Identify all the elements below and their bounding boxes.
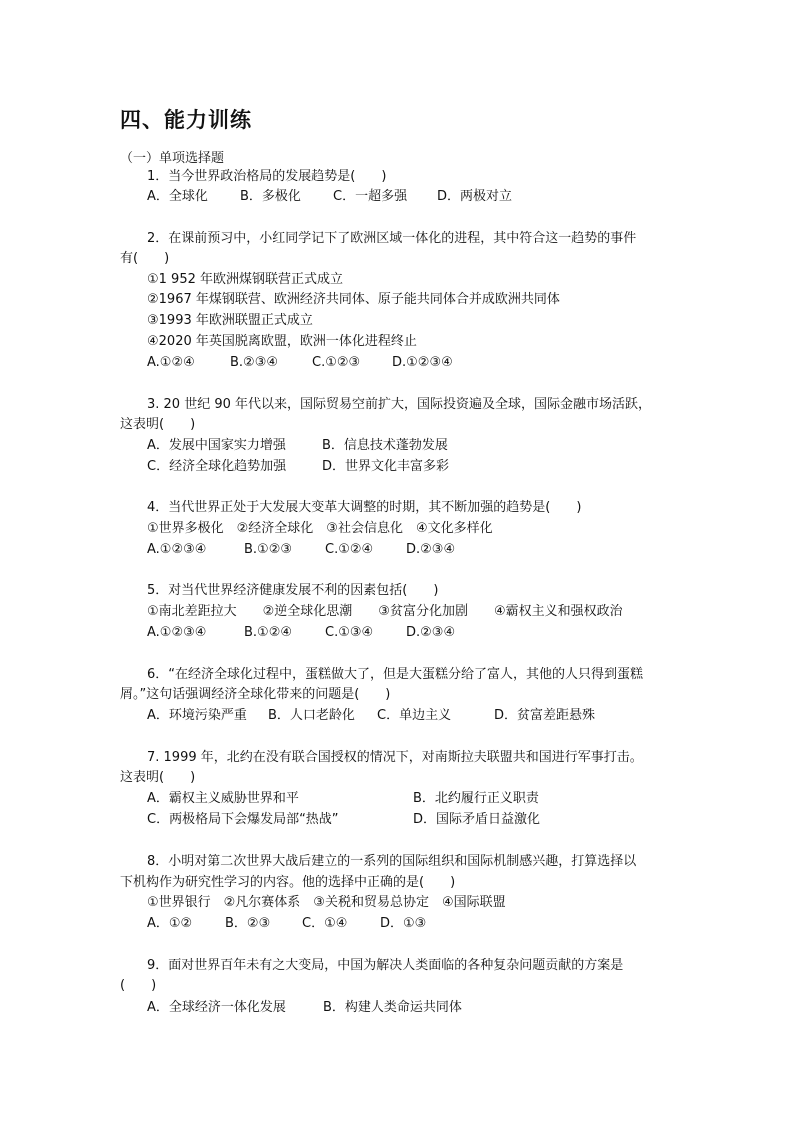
question-9-stem-continued: ( ) — [120, 978, 157, 993]
question-8-option-d: D．①③ — [380, 916, 427, 931]
question-1-stem: 1．当今世界政治格局的发展趋势是( ) — [147, 169, 387, 184]
question-6-stem-continued: 屑。”这句话强调经济全球化带来的问题是( ) — [120, 687, 391, 702]
question-4-option-b: B.①②③ — [244, 542, 293, 557]
question-6-option-c: C．单边主义 — [377, 708, 452, 723]
question-8-option-b: B．②③ — [225, 916, 271, 931]
question-6-stem: 6．“在经济全球化过程中，蛋糕做大了，但是大蛋糕分给了富人，其他的人只得到蛋糕 — [147, 667, 644, 682]
question-1-option-a: A．全球化 — [147, 189, 208, 204]
question-7-option-b: B．北约履行正义职责 — [413, 791, 539, 806]
question-3-option-b: B．信息技术蓬勃发展 — [322, 438, 448, 453]
question-8-statements: ①世界银行 ②凡尔赛体系 ③关税和贸易总协定 ④国际联盟 — [147, 895, 506, 910]
question-2-option-d: D.①②③④ — [392, 355, 453, 370]
question-3-stem: 3. 20 世纪 90 年代以来，国际贸易空前扩大，国际投资遍及全球，国际金融市场活跃， — [147, 397, 652, 412]
section-heading: （一）单项选择题 — [120, 151, 225, 166]
question-1-option-b: B．多极化 — [240, 189, 301, 204]
question-8-option-c: C．①④ — [302, 916, 348, 931]
question-4-stem: 4．当代世界正处于大发展大变革大调整的时期，其不断加强的趋势是( ) — [147, 500, 582, 515]
question-4-option-d: D.②③④ — [406, 542, 456, 557]
question-1-option-d: D．两极对立 — [437, 189, 513, 204]
question-5-option-b: B.①②④ — [244, 625, 293, 640]
question-7-option-c: C．两极格局下会爆发局部“热战” — [147, 812, 339, 827]
question-2-option-b: B.②③④ — [230, 355, 279, 370]
question-4-option-a: A.①②③④ — [147, 542, 207, 557]
question-7-stem-continued: 这表明( ) — [120, 770, 196, 785]
question-2-statement-3: ③1993 年欧洲联盟正式成立 — [147, 313, 313, 328]
question-3-stem-continued: 这表明( ) — [120, 417, 196, 432]
question-8-stem: 8．小明对第二次世界大战后建立的一系列的国际组织和国际机制感兴趣，打算选择以 — [147, 854, 637, 869]
question-2-option-a: A.①②④ — [147, 355, 195, 370]
question-5-statements: ①南北差距拉大 ②逆全球化思潮 ③贫富分化加剧 ④霸权主义和强权政治 — [147, 604, 623, 619]
question-2-statement-1: ①1 952 年欧洲煤钢联营正式成立 — [147, 272, 344, 287]
question-5-option-c: C.①③④ — [325, 625, 374, 640]
question-7-stem: 7. 1999 年，北约在没有联合国授权的情况下，对南斯拉夫联盟共和国进行军事打击。 — [147, 750, 643, 765]
question-8-stem-continued: 下机构作为研究性学习的内容。他的选择中正确的是( ) — [120, 875, 456, 890]
question-4-option-c: C.①②④ — [325, 542, 374, 557]
page-title: 四、能力训练 — [120, 108, 252, 132]
question-9-stem: 9．面对世界百年未有之大变局，中国为解决人类面临的各种复杂问题贡献的方案是 — [147, 958, 624, 973]
question-5-option-a: A.①②③④ — [147, 625, 207, 640]
question-7-option-d: D．国际矛盾日益激化 — [413, 812, 541, 827]
question-3-option-d: D．世界文化丰富多彩 — [322, 459, 450, 474]
question-7-option-a: A．霸权主义威胁世界和平 — [147, 791, 299, 806]
question-5-option-d: D.②③④ — [406, 625, 456, 640]
question-2-stem: 2．在课前预习中，小红同学记下了欧洲区域一体化的进程，其中符合这一趋势的事件 — [147, 231, 637, 246]
question-2-statement-4: ④2020 年英国脱离欧盟，欧洲一体化进程终止 — [147, 334, 417, 349]
question-2-statement-2: ②1967 年煤钢联营、欧洲经济共同体、原子能共同体合并成欧洲共同体 — [147, 292, 560, 307]
question-3-option-a: A．发展中国家实力增强 — [147, 438, 286, 453]
question-9-option-b: B．构建人类命运共同体 — [323, 1000, 462, 1015]
question-6-option-b: B．人口老龄化 — [268, 708, 355, 723]
question-2-stem-continued: 有( ) — [120, 251, 170, 266]
question-1-option-c: C．一超多强 — [333, 189, 408, 204]
question-9-option-a: A．全球经济一体化发展 — [147, 1000, 286, 1015]
question-2-option-c: C.①②③ — [312, 355, 361, 370]
question-6-option-a: A．环境污染严重 — [147, 708, 247, 723]
question-3-option-c: C．经济全球化趋势加强 — [147, 459, 287, 474]
question-6-option-d: D．贫富差距悬殊 — [494, 708, 596, 723]
question-8-option-a: A．①② — [147, 916, 193, 931]
question-5-stem: 5．对当代世界经济健康发展不利的因素包括( ) — [147, 583, 439, 598]
question-4-statements: ①世界多极化 ②经济全球化 ③社会信息化 ④文化多样化 — [147, 521, 493, 536]
